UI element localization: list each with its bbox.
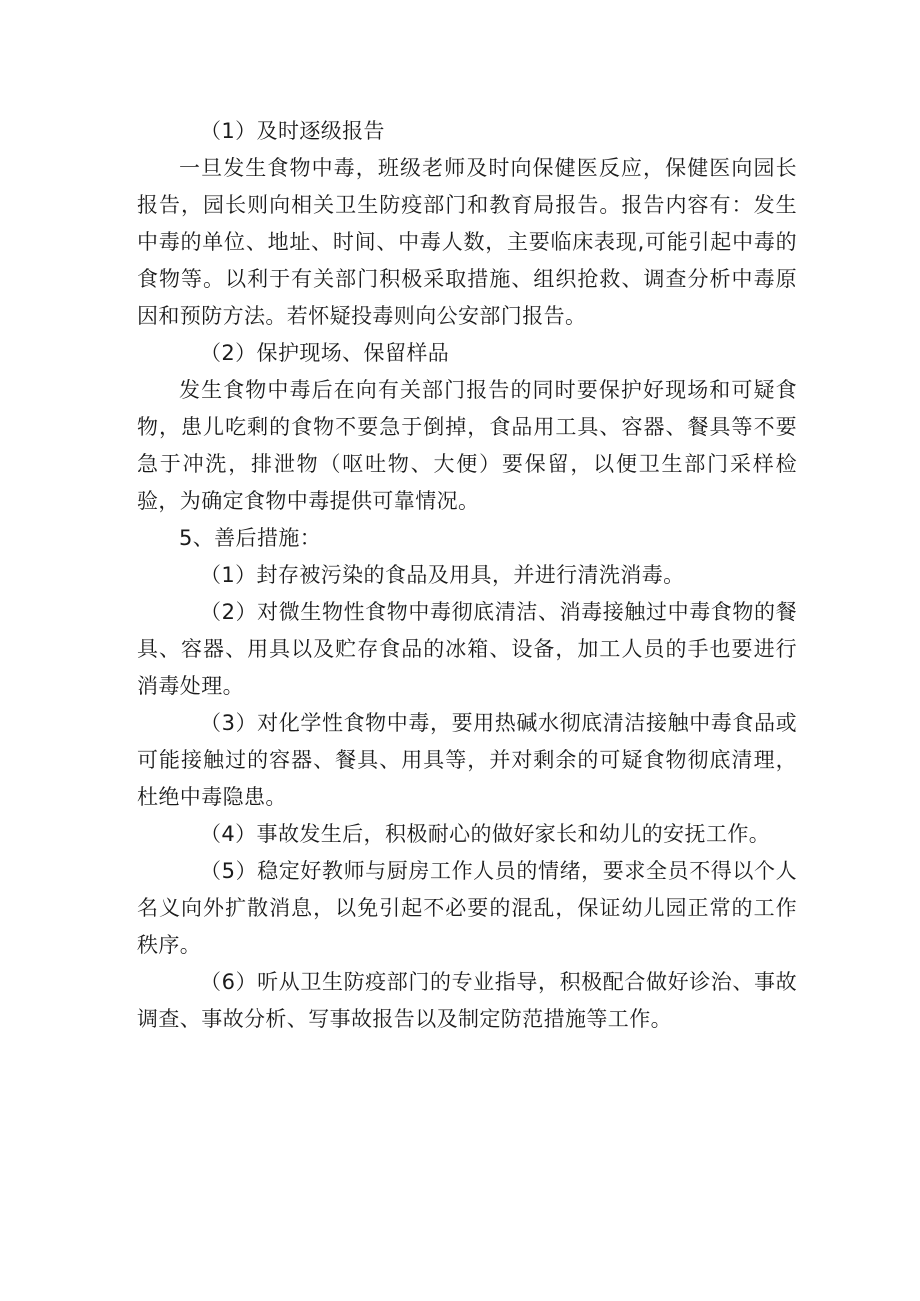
list-item-aftermath-1: （1）封存被污染的食品及用具，并进行清洗消毒。 <box>200 563 685 587</box>
heading-report-step-by-step: （1）及时逐级报告 <box>200 119 385 143</box>
list-item-aftermath-4: （4）事故发生后，积极耐心的做好家长和幼儿的安抚工作。 <box>200 822 771 846</box>
heading-aftermath-measures: 5、善后措施： <box>179 526 322 550</box>
list-item-aftermath-5: （5）稳定好教师与厨房工作人员的情绪，要求全员不得以个人名义向外扩散消息，以免引起不必要的混乱，保证幼儿园正常的工作秩序。 <box>137 859 797 957</box>
paragraph-report-details: 一旦发生食物中毒，班级老师及时向保健医反应，保健医向园长报告，园长则向相关卫生防疫部门和教育局报告。报告内容有：发生中毒的单位、地址、时间、中毒人数，主要临床表现,可能引起中毒的食物等。以利于有关部门积极采取措施、组织抢救、调查分析中毒原因和预防方法。若怀疑投毒则向公安部门报告。 <box>137 156 797 328</box>
list-item-aftermath-2: （2）对微生物性食物中毒彻底清洁、消毒接触过中毒食物的餐具、容器、用具以及贮存食品的冰箱、设备，加工人员的手也要进行消毒处理。 <box>137 600 797 698</box>
list-item-aftermath-6: （6）听从卫生防疫部门的专业指导，积极配合做好诊治、事故调查、事故分析、写事故报告以及制定防范措施等工作。 <box>137 970 797 1031</box>
paragraph-protect-scene-details: 发生食物中毒后在向有关部门报告的同时要保护好现场和可疑食物，患儿吃剩的食物不要急于倒掉，食品用工具、容器、餐具等不要急于冲洗，排泄物（呕吐物、大便）要保留，以便卫生部门采样检验，为确定食物中毒提供可靠情况。 <box>137 378 797 513</box>
document-body <box>137 113 797 1038</box>
heading-protect-scene: （2）保护现场、保留样品 <box>200 341 450 365</box>
list-item-aftermath-3: （3）对化学性食物中毒，要用热碱水彻底清洁接触中毒食品或可能接触过的容器、餐具、用具等，并对剩余的可疑食物彻底清理，杜绝中毒隐患。 <box>137 711 797 809</box>
